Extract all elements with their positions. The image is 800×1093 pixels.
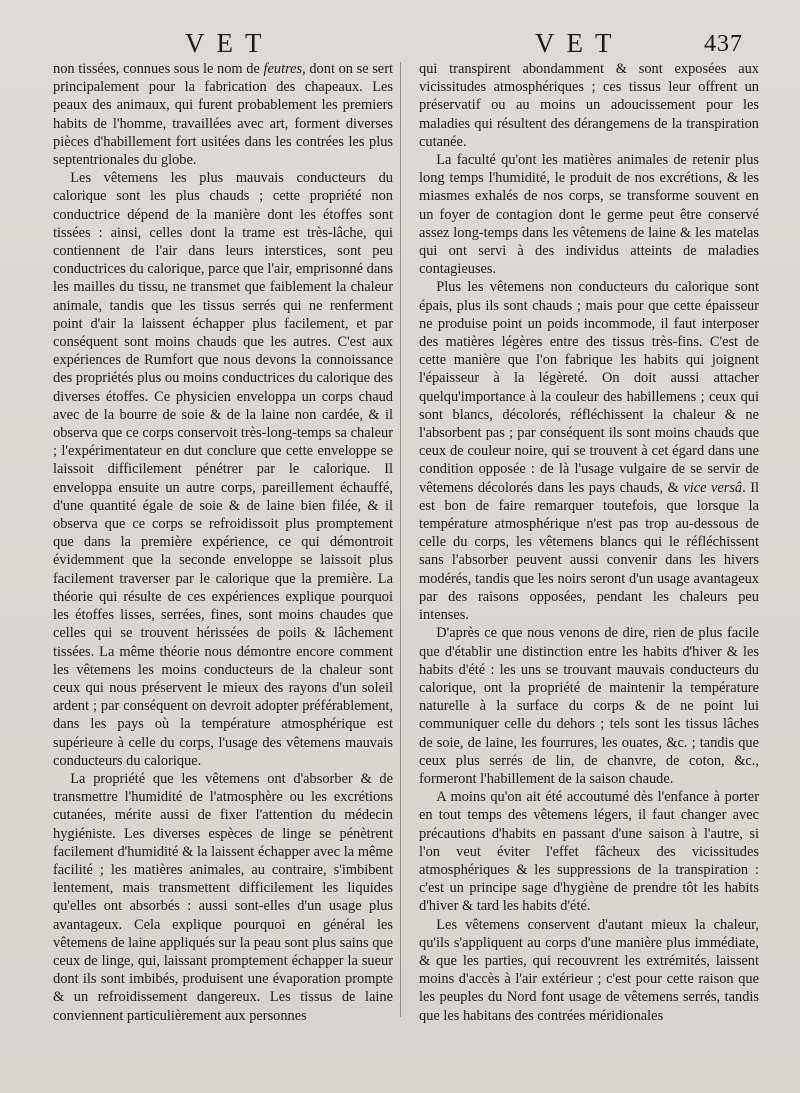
running-header (0, 28, 800, 58)
page-number: 437 (704, 31, 743, 57)
running-title-left: VET (185, 28, 274, 58)
running-title-right: VET (535, 28, 624, 58)
paragraph: La faculté qu'ont les matières animales de retenir plus long temps l'humidité, le produit de nos excrétions, & les miasmes exhalés de nos corps, se transforme souvent en un foyer de contagion dont le germe peut être conservé assez long-temps dans les vêtemens de laine & les matelas qui ont servi à des individus atteints de maladies contagieuses. (419, 152, 759, 278)
paragraph: qui transpirent abondamment & sont exposées aux vicissitudes atmosphériques ; ces tissus leur offrent un préservatif ou au moins un adoucissement pour les maladies qui résultent des dérangemens de la transpiration cutanée. (419, 61, 759, 150)
column-divider (400, 62, 401, 1017)
paragraph: D'après ce que nous venons de dire, rien de plus facile que d'établir une distinction entre les habits d'hiver & les habits d'été : les uns se trouvant mauvais conducteurs du calorique, ont la propriété de maintenir la température naturelle à la surface du corps & de ne point lui communiquer celle du dehors ; tels sont les tissus lâches de soie, de laine, les fourrures, les ouates, &c. ; tandis que ceux plus serrés de lin, de chanvre, de coton, &c., formeront l'habillement de la saison chaude. (419, 625, 759, 787)
left-column (53, 60, 393, 1025)
paragraph: Les vêtemens conservent d'autant mieux la chaleur, qu'ils s'appliquent au corps d'une manière plus immédiate, & que les parties, qui recouvrent les extrémités, laissent moins d'accès à l'air extérieur ; c'est pour cette raison que les peuples du Nord font usage de vêtemens serrés, tandis que les habitans des contrées méridionales (419, 916, 759, 1024)
paragraph: Plus les vêtemens non conducteurs du calorique sont épais, plus ils sont chauds ; mais pour que cette épaisseur ne produise point un poids incommode, il faut interposer des matières légères entre des tissus très-fins. C'est de cette manière que l'on fabrique les habits qui joignent l'épaisseur à la légèreté. On doit aussi attacher quelqu'importance à la couleur des habillemens ; ceux qui sont blancs, décolorés, réfléchissent la chaleur & ne l'absorbent pas ; par conséquent ils sont moins chauds que ceux de couleur noire, qui se trouvent à cet égard dans une condition opposée : de là l'usage vulgaire de se servir de vêtemens décolorés dans les pays chauds, & vice versâ. Il est bon de faire remarquer toutefois, que lorsque la température atmosphérique n'est pas trop au-dessous de celle du corps, les vêtemens blancs qui le réfléchissent sans l'absorber peuvent aussi convenir dans les hivers modérés, tandis que les noirs seront d'un usage avantageux par des raisons opposées, pendant les chaleurs peu intenses. (419, 279, 759, 624)
paragraph: Les vêtemens les plus mauvais conducteurs du calorique sont les plus chauds ; cette propriété non conductrice dépend de la manière dont les étoffes sont tissées : ainsi, celles dont la trame est très-lâche, qui contiennent de l'air dans leurs interstices, sont peu conductrices du calorique, parce que l'air, emprisonné dans les mailles du tissu, ne transmet que faiblement la chaleur animale, tandis que les tissus serrés qui ne renferment point d'air la laissent échapper plus facilement, et par conséquent sont moins chauds que les autres. C'est aux expériences de Rumfort que nous devons la connoissance des propriétés plus ou moins conductrices du calorique des diverses étoffes. Ce physicien enveloppa un corps chaud avec de la bourre de soie & de la laine non cardée, & il observa que ce corps conservoit très-long-temps sa chaleur ; l'expérimentateur en dut conclure que cette enveloppe se laissoit difficilement pénétrer par le calorique. Il enveloppa ensuite un autre corps, pareillement échauffé, d'une quantité égale de soie & de laine bien filée, & il observa que ce corps se refroidissoit plus promptement que dans la première expérience, ce qui démontroit évidemment que la seconde enveloppe se laissoit plus facilement traverser par le calorique que la première. La théorie qui résulte de ces expériences explique pourquoi les étoffes lisses, serrées, fines, sont moins chaudes que celles qui se trouvent hérissées de poils & lâchement tissées. La même théorie nous démontre encore comment les vêtemens les moins conducteurs de la chaleur sont ceux qui nous préservent le mieux des rayons d'un soleil ardent ; par conséquent on devroit adopter préférablement, dans les pays où la température atmosphérique est supérieure à celle du corps, l'usage des vêtemens mauvais conducteurs du calorique. (53, 170, 393, 769)
right-column (419, 60, 759, 1025)
paragraph: non tissées, connues sous le nom de feutres, dont on se sert principalement pour la fabrication des chapeaux. Les peaux des animaux, qui furent probablement les premiers habits de l'homme, travaillées avec art, forment diverses pièces d'habillement fort usitées dans les contrées les plus septentrionales du globe. (53, 61, 393, 169)
paragraph: A moins qu'on ait été accoutumé dès l'enfance à porter en tout temps des vêtemens légers, il faut changer avec précautions d'habits en passant d'une saison à l'autre, si l'on veut éviter l'effet fâcheux des vicissitudes atmosphériques & les suppressions de la transpiration : c'est un principe sage d'hygiène de prendre tôt les habits d'hiver & tard les habits d'été. (419, 789, 759, 915)
paragraph: La propriété que les vêtemens ont d'absorber & de transmettre l'humidité de l'atmosphère ou les excrétions cutanées, mérite aussi de fixer l'attention du médecin hygiéniste. Les diverses espèces de linge se pénètrent facilement d'humidité & la laissent échapper avec la même facilité ; les matières animales, au contraire, s'imbibent lentement, mais transmettent difficilement les liquides qu'elles ont absorbés : aussi sont-elles d'un usage plus avantageux. Cela explique pourquoi en général les vêtemens de laine appliqués sur la peau sont plus sains que ceux de linge, qui, laissant promptement échapper la sueur dont ils sont imbibés, produisent une évaporation prompte & un refroidissement dangereux. Les tissus de laine conviennent particulièrement aux personnes (53, 770, 393, 1024)
